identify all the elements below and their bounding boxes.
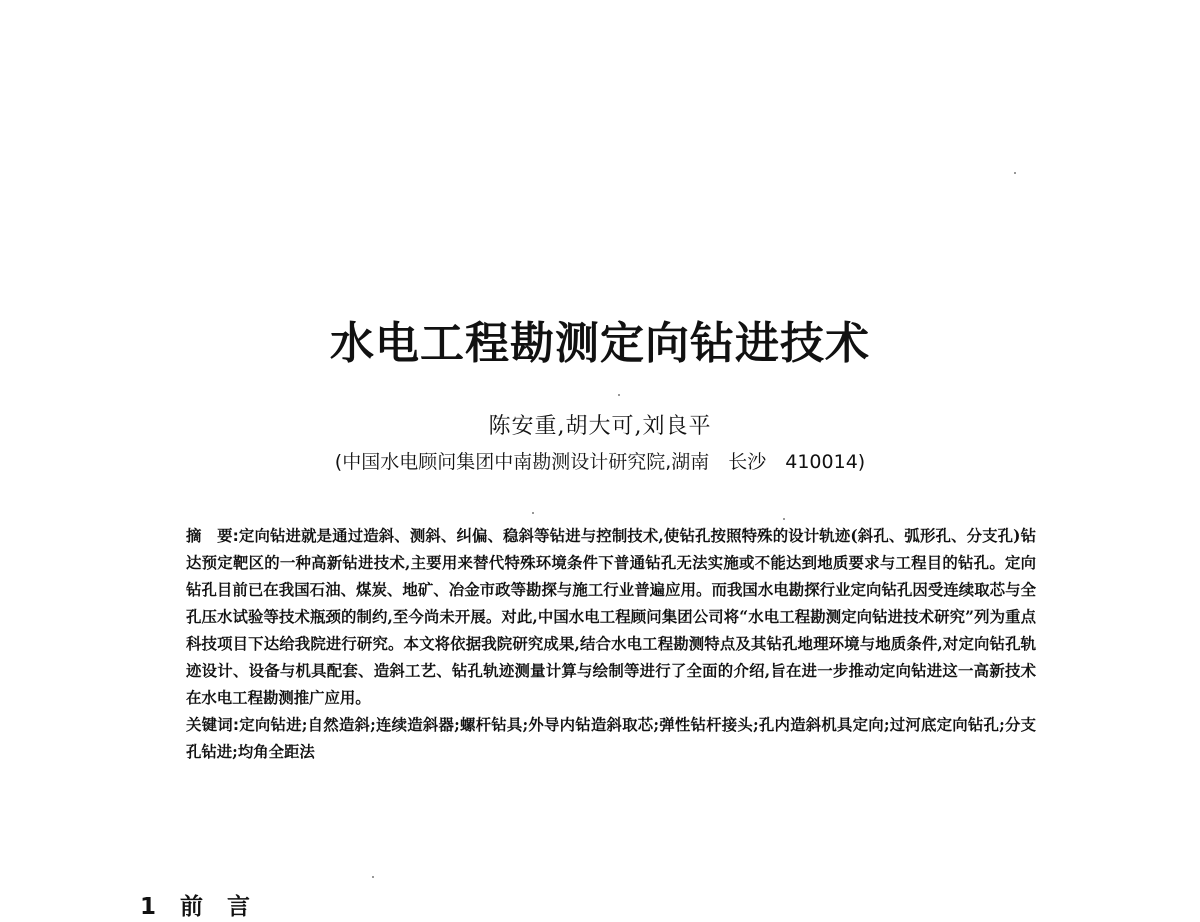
keywords-paragraph: [186, 712, 1036, 766]
abstract-label: 摘 要:: [186, 527, 239, 545]
section-heading-introduction: 1 前 言: [140, 894, 259, 920]
scan-speck: [783, 518, 785, 520]
scan-speck: [532, 512, 534, 514]
scan-speck: [618, 394, 620, 396]
abstract-text: 定向钻进就是通过造斜、测斜、纠偏、稳斜等钻进与控制技术,使钻孔按照特殊的设计轨迹(斜孔、弧形孔、分支孔)钻达预定靶区的一种高新钻进技术,主要用来替代特殊环境条件下普通钻孔无法实施或不能达到地质要求与工程目的钻孔。定向钻孔目前已在我国石油、煤炭、地矿、冶金市政等勘探与施工行业普遍应用。而我国水电勘探行业定向钻孔因受连续取芯与全孔压水试验等技术瓶颈的制约,至今尚未开展。对此,中国水电工程顾问集团公司将“水电工程勘测定向钻进技术研究”列为重点科技项目下达给我院进行研究。本文将依据我院研究成果,结合水电工程勘测特点及其钻孔地理环境与地质条件,对定向钻孔轨迹设计、设备与机具配套、造斜工艺、钻孔轨迹测量计算与绘制等进行了全面的介绍,旨在进一步推动定向钻进这一高新技术在水电工程勘测推广应用。: [186, 527, 1036, 707]
author-list: 陈安重,胡大可,刘良平: [488, 414, 712, 439]
scan-speck: [1014, 172, 1016, 174]
abstract-paragraph: [186, 523, 1036, 712]
abstract-block: [186, 523, 1036, 766]
scan-speck: [372, 876, 374, 878]
paper-title: 水电工程勘测定向钻进技术: [330, 318, 870, 369]
keywords-text: 定向钻进;自然造斜;连续造斜器;螺杆钻具;外导内钻造斜取芯;弹性钻杆接头;孔内造斜机具定向;过河底定向钻孔;分支孔钻进;均角全距法: [186, 716, 1037, 761]
keywords-label: 关键词:: [186, 716, 240, 734]
affiliation: (中国水电顾问集团中南勘测设计研究院,湖南 长沙 410014): [334, 451, 866, 473]
